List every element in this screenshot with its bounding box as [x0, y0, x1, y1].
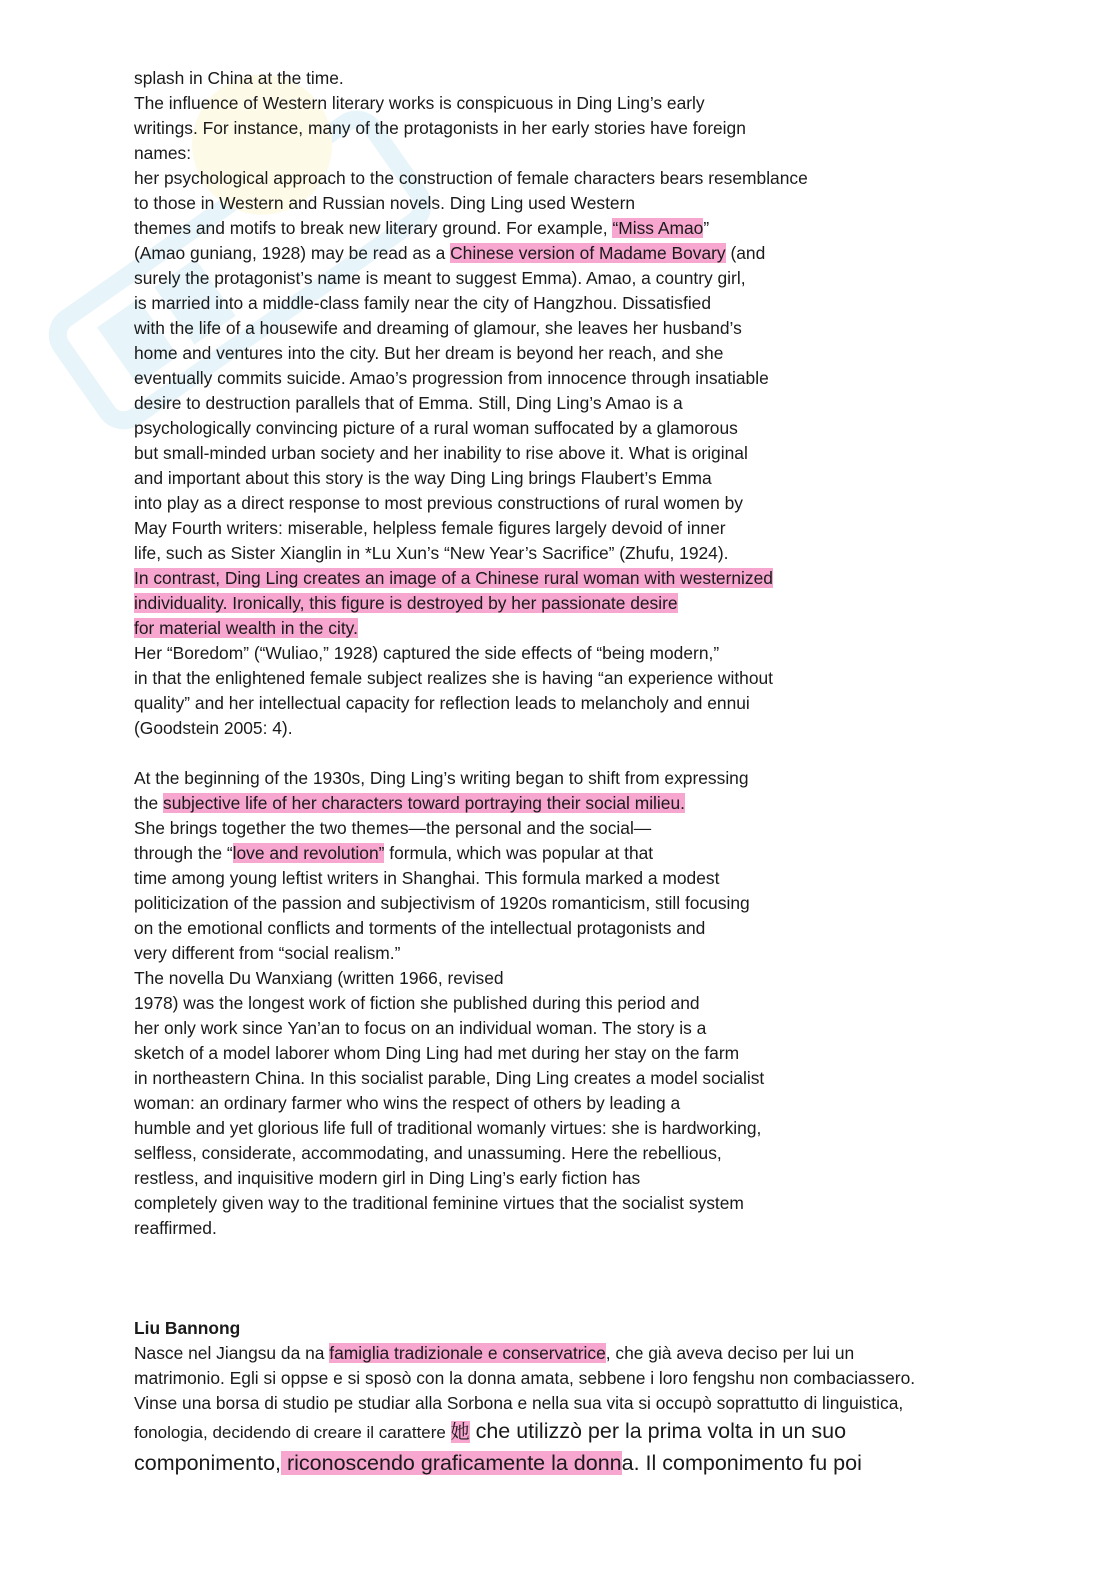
text-segment: ” — [703, 218, 710, 238]
text-line: eventually commits suicide. Amao’s progression from innocence through insatiable — [134, 368, 769, 388]
text-line: restless, and inquisitive modern girl in Ding Ling’s early fiction has — [134, 1168, 641, 1188]
text-line: selfless, considerate, accommodating, and unassuming. Here the rebellious, — [134, 1143, 722, 1163]
text-line: matrimonio. Egli si oppse e si sposò con la donna amata, sebbene i loro fengshu non combaciassero. — [134, 1368, 916, 1388]
text-line: her psychological approach to the construction of female characters bears resemblance — [134, 168, 808, 188]
text-line — [134, 1448, 984, 1480]
document-page — [134, 66, 984, 1479]
text-line: in that the enlightened female subject realizes she is having “an experience without — [134, 668, 774, 688]
text-segment: a. Il componimento fu poi — [621, 1450, 862, 1475]
text-line: completely given way to the traditional feminine virtues that the socialist system — [134, 1193, 744, 1213]
text-line: splash in China at the time. — [134, 68, 344, 88]
paragraph-gap — [134, 741, 984, 766]
text-segment: through the “ — [134, 843, 233, 863]
text-line: Her “Boredom” (“Wuliao,” 1928) captured the side effects of “being modern,” — [134, 643, 720, 663]
text-line: The novella Du Wanxiang (written 1966, revised — [134, 968, 504, 988]
text-line — [134, 1416, 984, 1448]
text-line: to those in Western and Russian novels. Ding Ling used Western — [134, 193, 636, 213]
text-line — [134, 591, 984, 616]
text-line: (Goodstein 2005: 4). — [134, 718, 293, 738]
text-line: She brings together the two themes—the personal and the social— — [134, 818, 652, 838]
text-line: with the life of a housewife and dreaming of glamour, she leaves her husband’s — [134, 318, 742, 338]
text-line: writings. For instance, many of the protagonists in her early stories have foreign — [134, 118, 746, 138]
text-line: and important about this story is the way Ding Ling brings Flaubert’s Emma — [134, 468, 712, 488]
highlight-madame-bovary: Chinese version of Madame Bovary — [450, 243, 726, 263]
text-line: into play as a direct response to most previous constructions of rural women by — [134, 493, 743, 513]
text-segment: componimento, — [134, 1450, 281, 1475]
text-line — [134, 216, 984, 241]
text-line: very different from “social realism.” — [134, 943, 401, 963]
text-line: humble and yet glorious life full of traditional womanly virtues: she is hardworking, — [134, 1118, 762, 1138]
text-line: quality” and her intellectual capacity for reflection leads to melancholy and ennui — [134, 693, 750, 713]
text-line: home and ventures into the city. But her dream is beyond her reach, and she — [134, 343, 724, 363]
text-line — [134, 841, 984, 866]
text-line: names: — [134, 143, 192, 163]
paragraph-gap — [134, 1241, 984, 1266]
section-heading: Liu Bannong — [134, 1318, 241, 1338]
text-line: politicization of the passion and subjectivism of 1920s romanticism, still focusing — [134, 893, 750, 913]
text-line — [134, 241, 984, 266]
highlight-miss-amao: “Miss Amao — [612, 218, 704, 238]
highlight-social-milieu: subjective life of her characters toward portraying their social milieu. — [163, 793, 685, 813]
paragraph-gap — [134, 1291, 984, 1316]
text-line: is married into a middle-class family near the city of Hangzhou. Dissatisfied — [134, 293, 712, 313]
text-line — [134, 616, 984, 641]
text-line: sketch of a model laborer whom Ding Ling had met during her stay on the farm — [134, 1043, 740, 1063]
highlight-famiglia: famiglia tradizionale e conservatrice — [329, 1343, 606, 1363]
text-segment: che utilizzò per la prima volta in un suo — [469, 1419, 847, 1443]
text-segment: (and — [725, 243, 766, 263]
highlight-individuality: individuality. Ironically, this figure is destroyed by her passionate desire — [134, 593, 678, 613]
text-segment: , che già aveva deciso per lui un — [605, 1343, 855, 1363]
text-line: surely the protagonist’s name is meant to suggest Emma). Amao, a country girl, — [134, 268, 746, 288]
text-segment: themes and motifs to break new literary ground. For example, — [134, 218, 613, 238]
text-line: time among young leftist writers in Shanghai. This formula marked a modest — [134, 868, 720, 888]
text-line: desire to destruction parallels that of Emma. Still, Ding Ling’s Amao is a — [134, 393, 683, 413]
text-line: life, such as Sister Xianglin in *Lu Xun’s “New Year’s Sacrifice” (Zhufu, 1924). — [134, 543, 729, 563]
text-line: in northeastern China. In this socialist parable, Ding Ling creates a model socialist — [134, 1068, 765, 1088]
text-line: May Fourth writers: miserable, helpless female figures largely devoid of inner — [134, 518, 726, 538]
text-line — [134, 791, 984, 816]
highlight-riconoscendo: riconoscendo graficamente la donn — [281, 1450, 622, 1475]
text-line — [134, 1341, 984, 1366]
highlight-contrast: In contrast, Ding Ling creates an image of a Chinese rural woman with westernized — [134, 568, 773, 588]
text-line: At the beginning of the 1930s, Ding Ling’s writing began to shift from expressing — [134, 768, 749, 788]
text-line — [134, 566, 984, 591]
text-line: 1978) was the longest work of fiction she published during this period and — [134, 993, 700, 1013]
highlight-ta-character: 她 — [450, 1421, 470, 1443]
text-segment: the — [134, 793, 164, 813]
text-line: Vinse una borsa di studio pe studiar alla Sorbona e nella sua vita si occupò soprattutto di linguistica, — [134, 1393, 904, 1413]
text-line: reaffirmed. — [134, 1218, 217, 1238]
text-segment: formula, which was popular at that — [384, 843, 654, 863]
highlight-material-wealth: for material wealth in the city. — [134, 618, 358, 638]
text-line: woman: an ordinary farmer who wins the respect of others by leading a — [134, 1093, 681, 1113]
paragraph-gap — [134, 1266, 984, 1291]
text-segment: Nasce nel Jiangsu da na — [134, 1343, 330, 1363]
text-segment: fonologia, decidendo di creare il carattere — [134, 1423, 451, 1442]
text-line: on the emotional conflicts and torments of the intellectual protagonists and — [134, 918, 706, 938]
text-segment: (Amao guniang, 1928) may be read as a — [134, 243, 451, 263]
text-line: but small-minded urban society and her inability to rise above it. What is original — [134, 443, 748, 463]
text-line: her only work since Yan’an to focus on an individual woman. The story is a — [134, 1018, 707, 1038]
text-line: psychologically convincing picture of a rural woman suffocated by a glamorous — [134, 418, 738, 438]
text-line: The influence of Western literary works is conspicuous in Ding Ling’s early — [134, 93, 705, 113]
highlight-love-revolution: love and revolution” — [232, 843, 385, 863]
